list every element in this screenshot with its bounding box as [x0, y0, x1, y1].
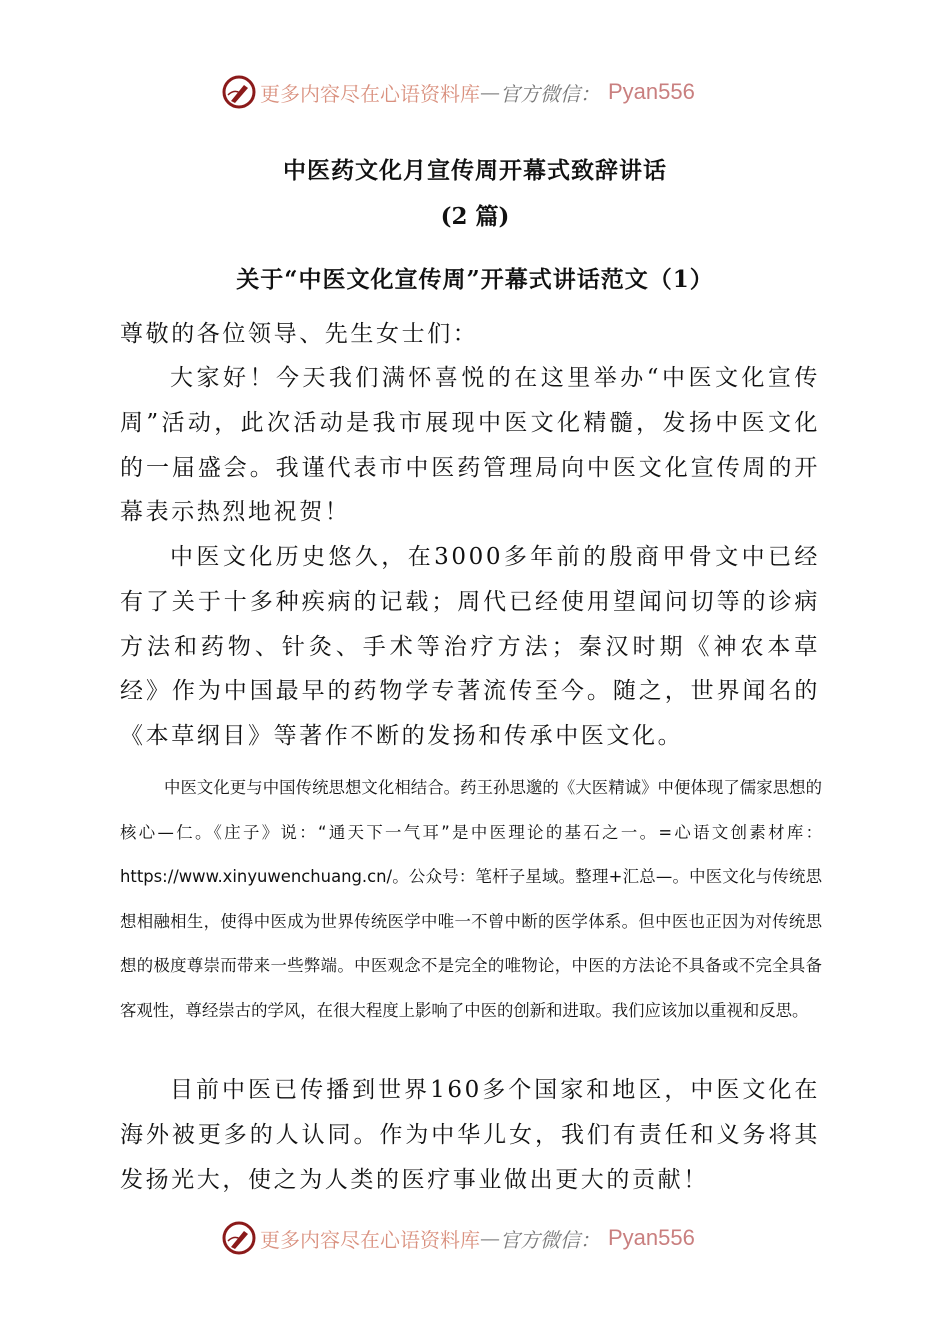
- paragraph-history: 中医文化历史悠久，在3000多年前的殷商甲骨文中已经有了关于十多种疾病的记载；周代已经使用望闻问切等的诊病方法和药物、针灸、手术等治疗方法；秦汉时期《神农本草经》作为中国最早的药物学专著流传至今。随之，世界闻名的《本草纲目》等著作不断的发扬和传承中医文化。: [120, 544, 820, 750]
- quill-pen-logo-icon: [222, 75, 256, 109]
- salutation: 尊敬的各位领导、先生女士们：: [120, 321, 479, 347]
- banner-main-text: 更多内容尽在心语资料库: [260, 81, 480, 106]
- banner-separator: —: [480, 80, 500, 104]
- header-banner: [222, 72, 722, 112]
- banner-wechat-id: Pyan556: [608, 1225, 695, 1250]
- banner-wechat-label: 官方微信：: [500, 1227, 600, 1252]
- banner-separator: —: [480, 1226, 500, 1250]
- paragraph-closing: 目前中医已传播到世界160多个国家和地区，中医文化在海外被更多的人认同。作为中华儿女，我们有责任和义务将其发扬光大，使之为人类的医疗事业做出更大的贡献！: [120, 1077, 820, 1193]
- section-title: 关于“中医文化宣传周”开幕式讲话范文（1）: [236, 266, 714, 293]
- quill-pen-logo-icon: [222, 1221, 256, 1255]
- banner-main-text: 更多内容尽在心语资料库: [260, 1227, 480, 1252]
- footer-banner: [222, 1218, 722, 1258]
- banner-wechat-id: Pyan556: [608, 79, 695, 104]
- document-subtitle: (2 篇): [440, 203, 510, 230]
- document-title: 中医药文化月宣传周开幕式致辞讲话: [283, 157, 667, 184]
- banner-wechat-label: 官方微信：: [500, 81, 600, 106]
- paragraph-greeting: 大家好！今天我们满怀喜悦的在这里举办“中医文化宣传周”活动，此次活动是我市展现中医文化精髓，发扬中医文化的一届盛会。我谨代表市中医药管理局向中医文化宣传周的开幕表示热烈地祝贺！: [120, 365, 820, 526]
- paragraph-thought: 中医文化更与中国传统思想文化相结合。药王孙思邈的《大医精诚》中便体现了儒家思想的核心—仁。《庄子》说：“通天下一气耳”是中医理论的基石之一。=心语文创素材库：https://www.xinyuwenchuang.cn/。公众号：笔杆子星域。整理+汇总—。中医文化与传统思想相融相生，使得中医成为世界传统医学中唯一不曾中断的医学体系。但中医也正因为对传统思想的极度尊崇而带来一些弊端。中医观念不是完全的唯物论，中医的方法论不具备或不完全具备客观性，尊经崇古的学风，在很大程度上影响了中医的创新和进取。我们应该加以重视和反思。: [120, 778, 822, 1020]
